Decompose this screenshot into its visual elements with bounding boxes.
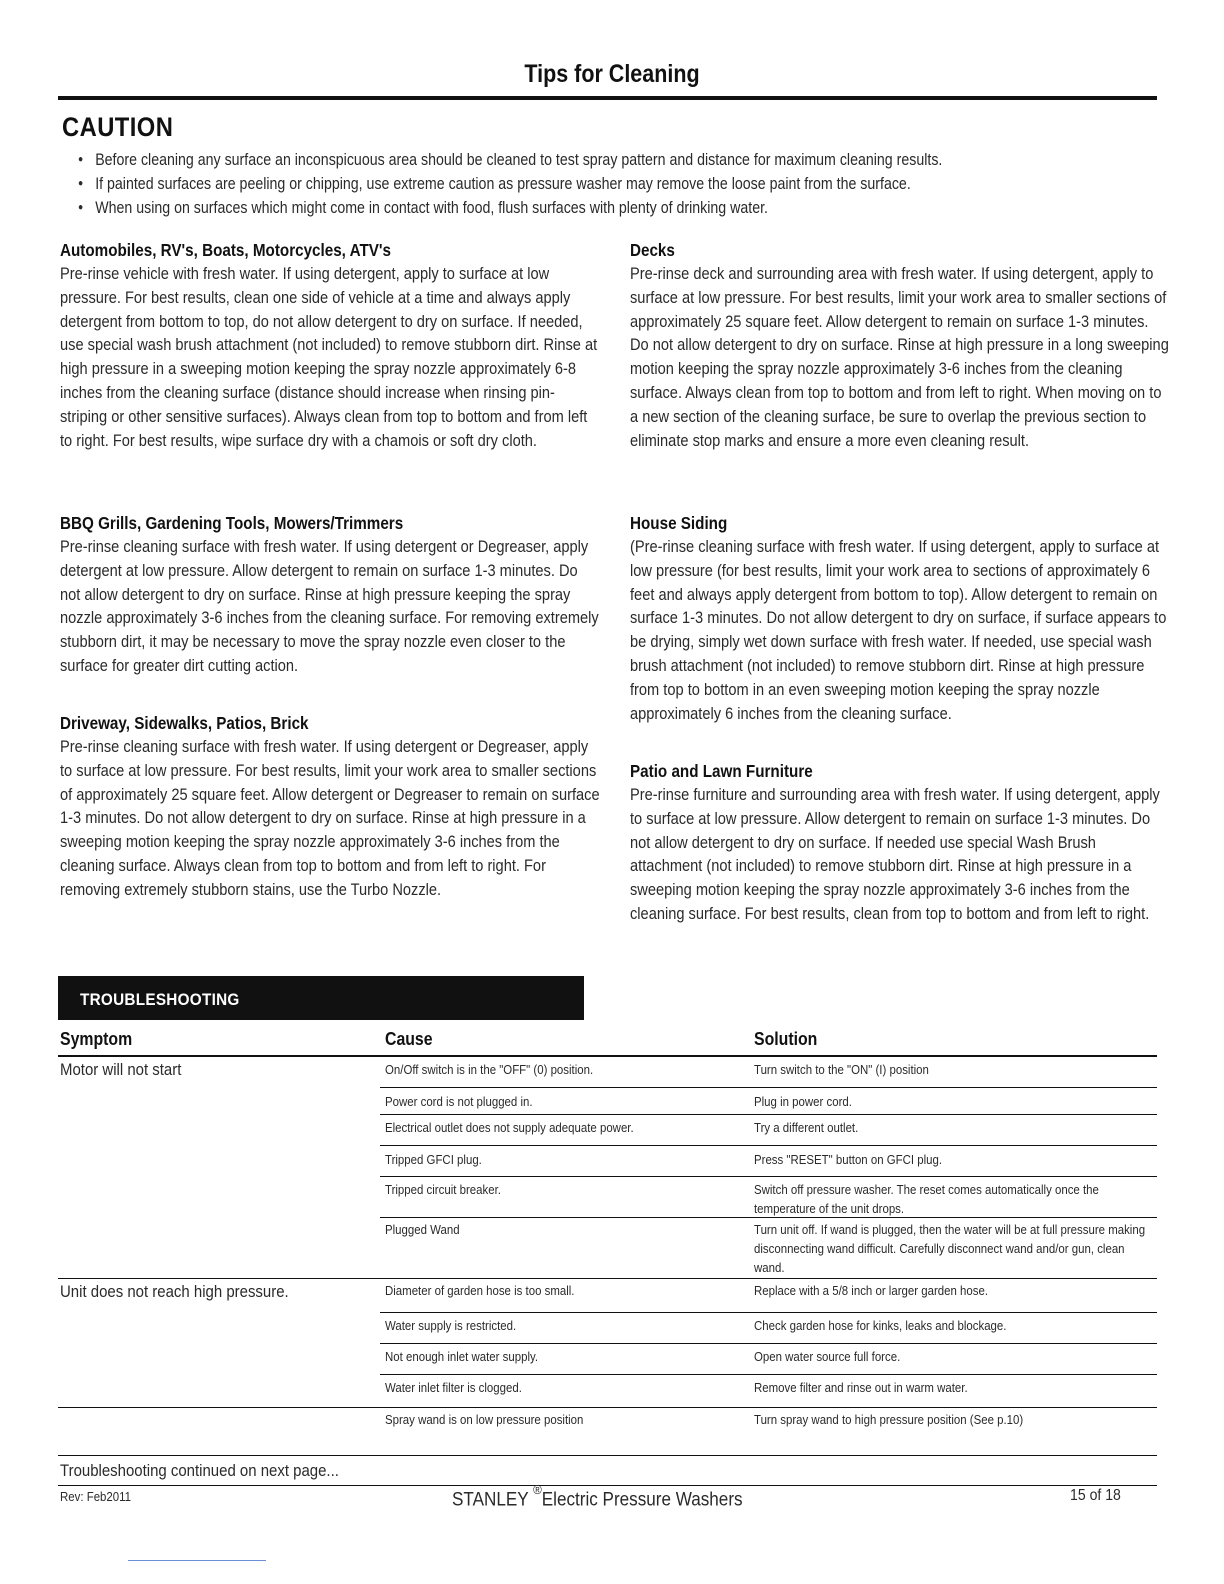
continued-note: Troubleshooting continued on next page... [60,1461,339,1480]
section-patio [630,760,1170,926]
section-bbq [60,512,600,678]
revision-label: Rev: Feb2011 [60,1489,132,1504]
section-heading: House Siding [630,513,728,533]
section-heading: Patio and Lawn Furniture [630,761,813,781]
table-solution-cell: Turn unit off. If wand is plugged, then the water will be at full pressure making disconnecting wand difficult. Carefully disconnect wand and/or gun, clean wand. [754,1222,1146,1275]
row-divider [380,1176,1157,1177]
table-cause-cell: Water inlet filter is clogged. [385,1380,522,1395]
table-cause-cell: Not enough inlet water supply. [385,1349,539,1364]
table-solution-cell: Turn spray wand to high pressure position (See p.10) [754,1412,1024,1427]
cause-header: Cause [385,1029,433,1049]
section-siding [630,512,1170,725]
section-body: Pre-rinse cleaning surface with fresh water. If using detergent or Degreaser, apply detergent at low pressure. Allow detergent to remain on surface 1-3 minutes. Do not allow detergent to dry on surface. Rinse at high pressure keeping the spray nozzle approximately 3-6 inches from the cleaning surface. For removing extremely stubborn dirt, it may be necessary to move the spray nozzle even closer to the surface for greater dirt cutting action. [60,537,599,675]
section-automobiles [60,239,600,452]
troubleshooting-banner [58,976,584,1020]
group-divider [58,1407,1157,1408]
page-number: 15 of 18 [1070,1487,1121,1504]
footer-brand [452,1482,743,1511]
symptom-pressure: Unit does not reach high pressure. [60,1282,289,1301]
registered-mark: ® [533,1482,542,1497]
table-header-rule [58,1055,1157,1057]
table-cause-cell: Spray wand is on low pressure position [385,1412,584,1427]
table-cause-cell: Diameter of garden hose is too small. [385,1283,575,1298]
troubleshooting-banner-label: TROUBLESHOOTING [80,990,240,1009]
row-divider [380,1217,1157,1218]
table-cause-cell: Water supply is restricted. [385,1318,517,1333]
table-solution-cell: Check garden hose for kinks, leaks and blockage. [754,1318,1007,1333]
section-decks [630,239,1170,452]
caution-bullet: ● Before cleaning any surface an inconspicuous area should be cleaned to test spray pattern and distance for maximum cleaning results. [78,148,1007,172]
section-heading: Driveway, Sidewalks, Patios, Brick [60,713,309,733]
section-body: Pre-rinse vehicle with fresh water. If using detergent, apply to surface at low pressure. For best results, clean one side of vehicle at a time and always apply detergent from bottom to top, do not allow detergent to dry on surface. If needed, use special wash brush attachment (not included) to remove stubborn dirt. Rinse at high pressure in a sweeping motion keeping the spray nozzle approximately 6-8 inches from the cleaning surface (distance should increase when rinsing pin-striping or other sensitive surfaces). Always clean from top to bottom and from left to right. For best results, wipe surface dry with a chamois or soft dry cloth. [60,264,598,450]
table-cause-cell: Tripped GFCI plug. [385,1152,482,1167]
table-solution-cell: Press "RESET" button on GFCI plug. [754,1152,943,1167]
row-divider [380,1343,1157,1344]
section-body: Pre-rinse furniture and surrounding area with fresh water. If using detergent, apply to surface at low pressure. Allow detergent to remain on surface 1-3 minutes. Do not allow detergent to dry on surface. If needed use special Wash Brush attachment (not included) to remove stubborn dirt. Rinse at high pressure in a sweeping motion keeping the spray nozzle approximately 3-6 inches from the cleaning surface. For best results, clean from top to bottom and from left to right. [630,785,1160,923]
table-solution-cell: Replace with a 5/8 inch or larger garden hose. [754,1283,989,1298]
row-divider [380,1312,1157,1313]
symptom-header: Symptom [60,1029,133,1049]
row-divider [380,1087,1157,1088]
table-cause-cell: Electrical outlet does not supply adequate power. [385,1120,634,1135]
row-divider [380,1114,1157,1115]
section-driveway [60,712,600,902]
page-title: Tips for Cleaning [524,60,700,88]
section-body: Pre-rinse cleaning surface with fresh water. If using detergent or Degreaser, apply to surface at low pressure. For best results, limit your work area to smaller sections of approximately 25 square feet. Allow detergent or Degreaser to remain on surface 1-3 minutes. Do not allow detergent to dry on surface. Rinse at high pressure in a sweeping motion keeping the spray nozzle approximately 3-6 inches from the cleaning surface. Always clean from top to bottom and from left to right. For removing extremely stubborn stains, use the Turbo Nozzle. [60,737,600,899]
solution-header: Solution [754,1029,818,1049]
section-heading: Automobiles, RV's, Boats, Motorcycles, ATV's [60,240,391,260]
row-divider [380,1145,1157,1146]
row-divider [380,1374,1157,1375]
table-bottom-rule [58,1455,1157,1456]
section-body: (Pre-rinse cleaning surface with fresh water. If using detergent, apply to surface at low pressure (for best results, limit your work area to sections of approximately 6 feet and always apply detergent from bottom to top). Allow detergent to remain on surface 1-3 minutes. Do not allow detergent to dry on surface, if surface appears to be drying, simply wet down surface with fresh water. If needed, use special wash brush attachment (not included) to remove stubborn dirt. Rinse at high pressure from top to bottom in an even sweeping motion keeping the spray nozzle approximately 6 inches from the cleaning surface. [630,537,1167,723]
caution-list [78,148,1158,221]
section-body: Pre-rinse deck and surrounding area with fresh water. If using detergent, apply to surface at low pressure. For best results, limit your work area to smaller sections of approximately 25 square feet. Allow detergent to remain on surface 1-3 minutes. Do not allow detergent to dry on surface. Rinse at high pressure in a long sweeping motion keeping the spray nozzle approximately 3-6 inches from the cleaning surface. Always clean from top to bottom and from left to right. When moving on to a new section of the cleaning surface, be sure to overlap the previous section to eliminate stop marks and ensure a more even cleaning result. [630,264,1169,450]
table-solution-cell: Open water source full force. [754,1349,901,1364]
table-solution-cell: Turn switch to the "ON" (I) position [754,1062,929,1077]
caution-heading: CAUTION [62,112,174,142]
table-cause-cell: Plugged Wand [385,1222,460,1237]
brand-name: STANLEY [452,1489,529,1511]
table-cause-cell: Power cord is not plugged in. [385,1094,533,1109]
caution-bullet: ● If painted surfaces are peeling or chipping, use extreme caution as pressure washer may remove the loose paint from the surface. [78,172,1007,196]
table-solution-cell: Plug in power cord. [754,1094,852,1109]
title-divider [58,96,1157,100]
table-cause-cell: Tripped circuit breaker. [385,1182,501,1197]
product-name: Electric Pressure Washers [541,1489,743,1511]
table-solution-cell: Remove filter and rinse out in warm water. [754,1380,968,1395]
section-heading: Decks [630,240,675,260]
caution-bullet: ● When using on surfaces which might come in contact with food, flush surfaces with plenty of drinking water. [78,196,1007,220]
table-solution-cell: Switch off pressure washer. The reset comes automatically once the temperature of the unit drops. [754,1182,1099,1216]
group-divider [58,1278,1157,1279]
table-cause-cell: On/Off switch is in the "OFF" (0) position. [385,1062,594,1077]
symptom-motor: Motor will not start [60,1060,182,1079]
section-heading: BBQ Grills, Gardening Tools, Mowers/Trimmers [60,513,404,533]
table-solution-cell: Try a different outlet. [754,1120,859,1135]
decorative-line [128,1560,266,1561]
